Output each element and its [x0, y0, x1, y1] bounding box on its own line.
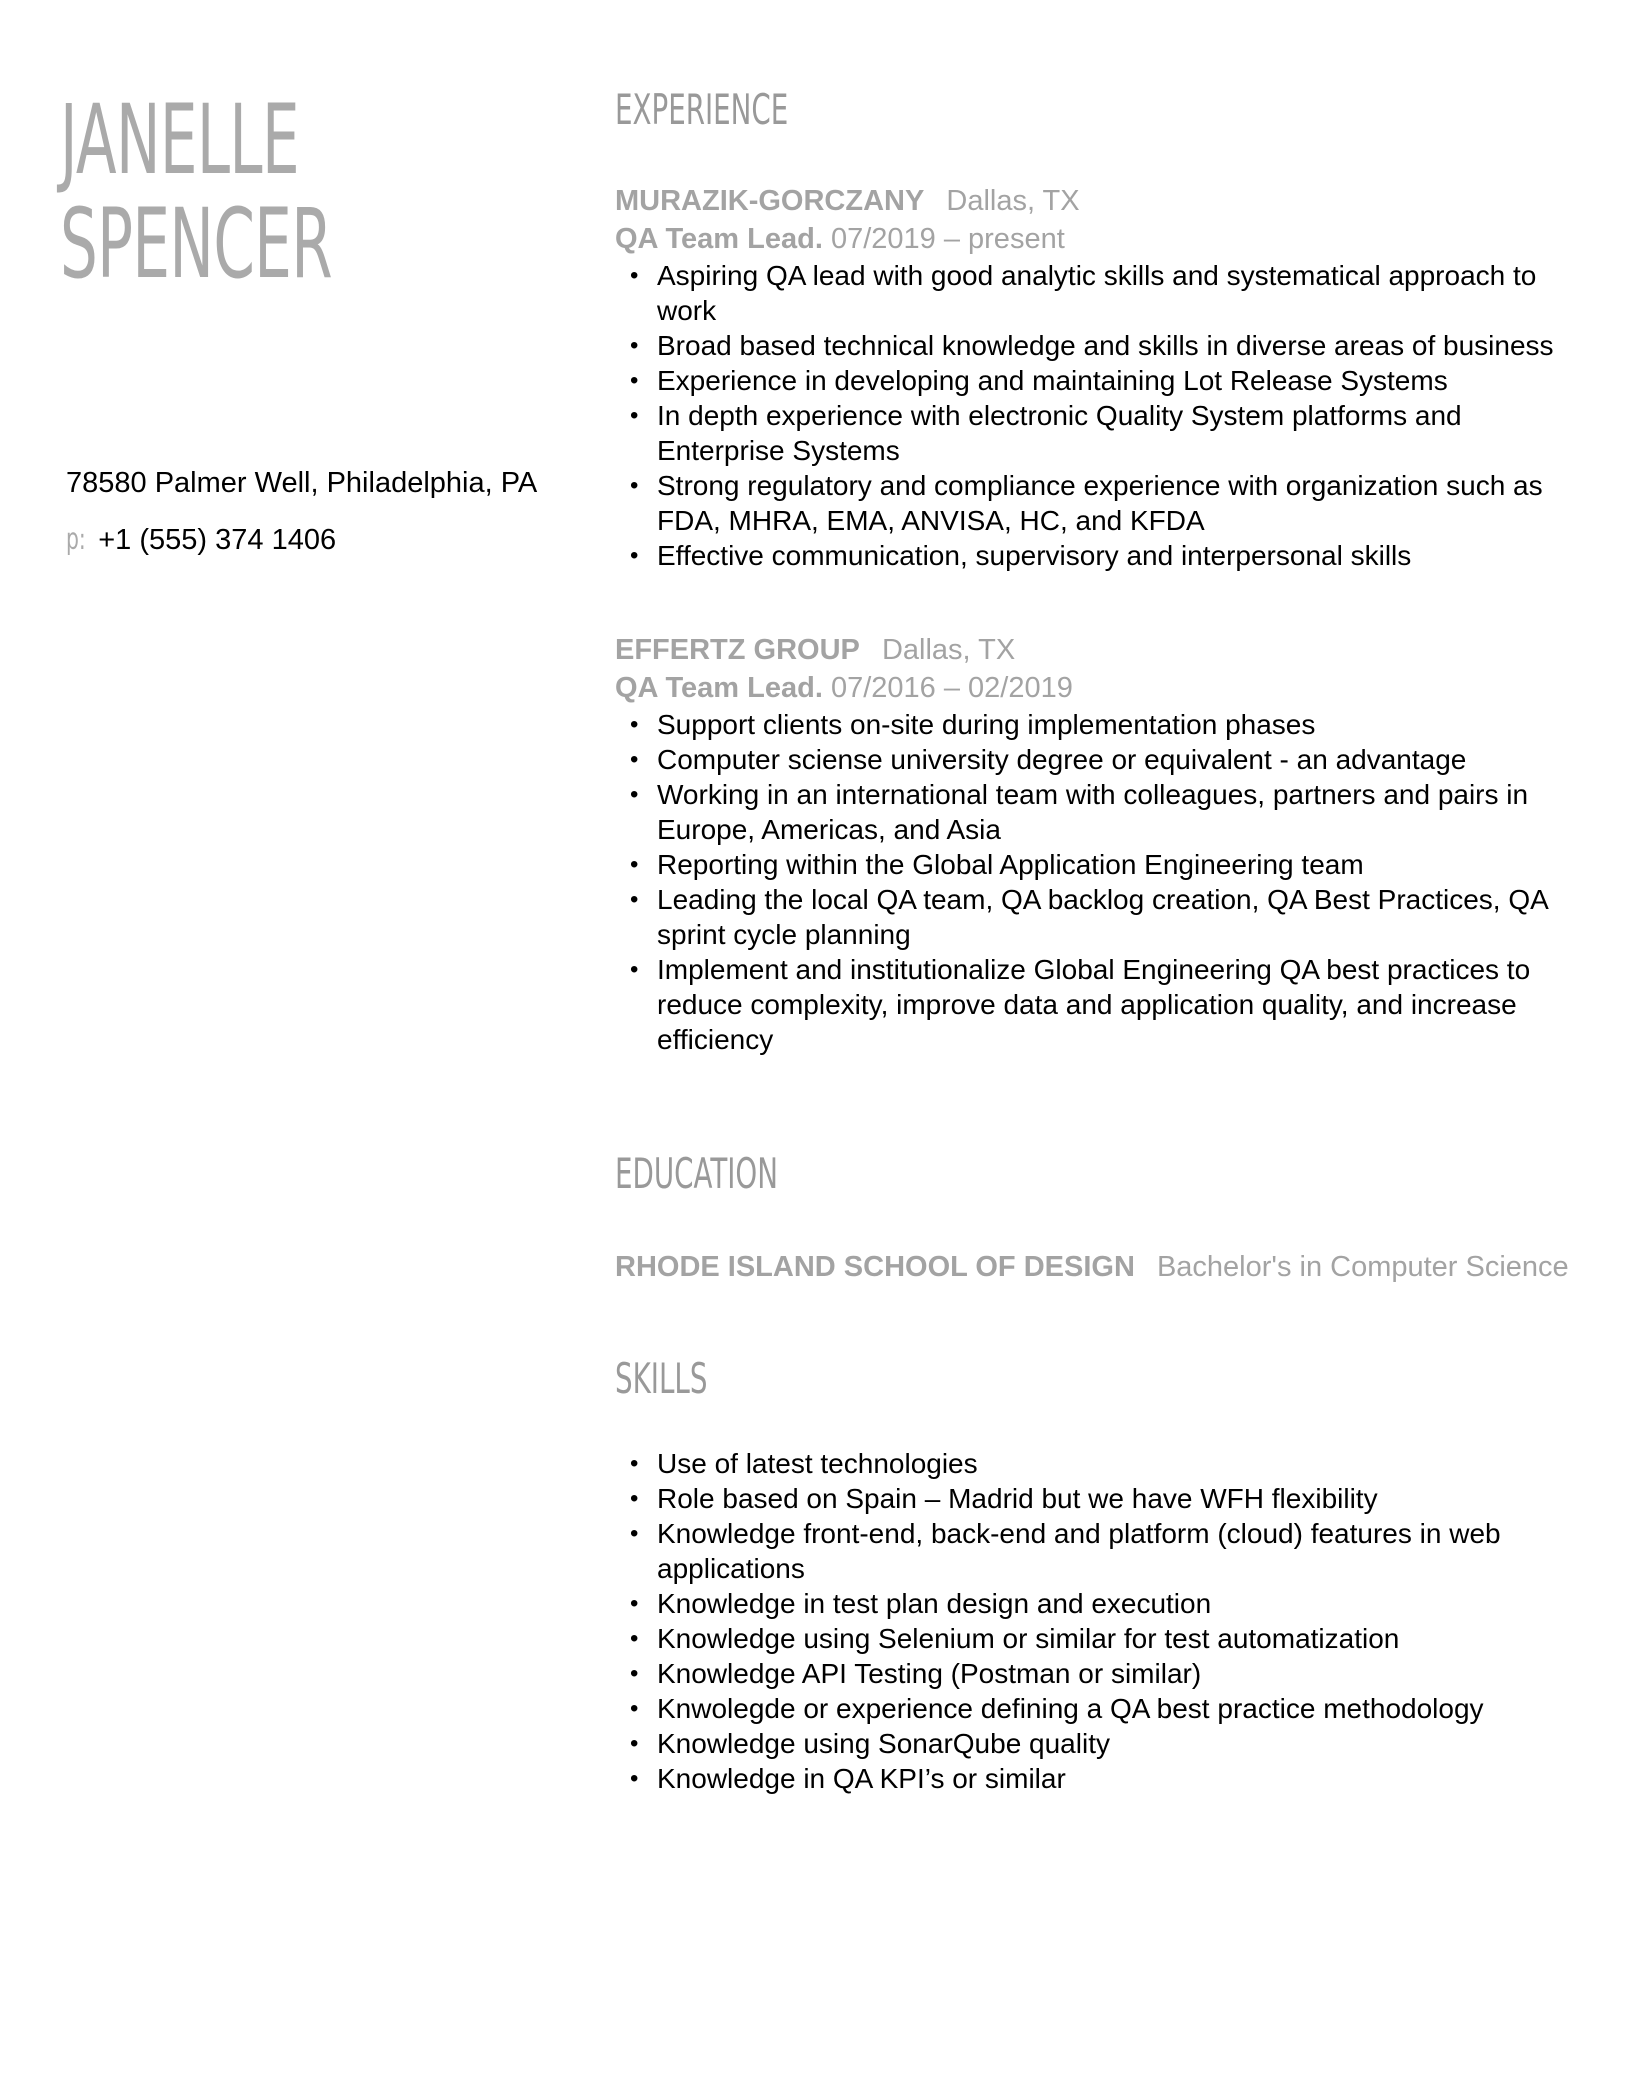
contact-info [66, 465, 537, 577]
job-header [615, 182, 1575, 220]
list-item: • Support clients on-site during implementation phases [657, 707, 1575, 742]
company-name: EFFERTZ GROUP [615, 634, 860, 666]
list-item: • Reporting within the Global Application Engineering team [657, 847, 1575, 882]
job-location: Dallas, TX [881, 634, 1016, 666]
list-item: • Aspiring QA lead with good analytic skills and systematical approach to work [657, 258, 1575, 328]
list-item: • Use of latest technologies [657, 1446, 1575, 1481]
job-entry [615, 631, 1575, 1057]
list-item: • Knwolegde or experience defining a QA best practice methodology [657, 1691, 1575, 1726]
education-entry [615, 1248, 1569, 1286]
school-name: RHODE ISLAND SCHOOL OF DESIGN [615, 1251, 1135, 1283]
list-item: • Knowledge in test plan design and execution [657, 1586, 1575, 1621]
list-item: • Working in an international team with colleagues, partners and pairs in Europe, Americas, and Asia [657, 777, 1575, 847]
company-name: MURAZIK-GORCZANY [615, 185, 925, 217]
list-item: • Implement and institutionalize Global Engineering QA best practices to reduce complexity, improve data and application quality, and increase efficiency [657, 952, 1575, 1057]
phone-line [66, 521, 537, 577]
list-item: • Knowledge using Selenium or similar for test automatization [657, 1621, 1575, 1656]
last-name: SPENCER [60, 188, 332, 300]
list-item: • Role based on Spain – Madrid but we have WFH flexibility [657, 1481, 1575, 1516]
first-name: JANELLE [60, 84, 299, 196]
list-item: • Knowledge API Testing (Postman or similar) [657, 1656, 1575, 1691]
education-heading: EDUCATION [615, 1149, 778, 1198]
job-dates: 07/2016 – 02/2019 [830, 672, 1073, 704]
phone-label: p: [66, 522, 86, 556]
list-item: • Experience in developing and maintaining Lot Release Systems [657, 363, 1575, 398]
job-location: Dallas, TX [946, 185, 1080, 217]
job-role-line [615, 669, 1575, 707]
experience-heading: EXPERIENCE [615, 85, 789, 134]
list-item: • In depth experience with electronic Quality System platforms and Enterprise Systems [657, 398, 1575, 468]
list-item: • Effective communication, supervisory and interpersonal skills [657, 538, 1575, 573]
list-item: • Knowledge in QA KPI’s or similar [657, 1761, 1575, 1796]
list-item: • Knowledge front-end, back-end and platform (cloud) features in web applications [657, 1516, 1575, 1586]
list-item: • Broad based technical knowledge and skills in diverse areas of business [657, 328, 1575, 363]
job-title: QA Team Lead. [615, 223, 823, 255]
job-header [615, 631, 1575, 669]
skills-list [615, 1446, 1575, 1796]
job-dates: 07/2019 – present [830, 223, 1065, 255]
skills-heading: SKILLS [615, 1354, 708, 1403]
list-item: • Knowledge using SonarQube quality [657, 1726, 1575, 1761]
candidate-name [60, 84, 332, 300]
phone-number: +1 (555) 374 1406 [98, 524, 337, 556]
degree: Bachelor's in Computer Science [1156, 1251, 1569, 1283]
job-bullets [615, 707, 1575, 1057]
address: 78580 Palmer Well, Philadelphia, PA [66, 467, 538, 499]
job-entry [615, 182, 1575, 573]
job-role-line [615, 220, 1575, 258]
job-title: QA Team Lead. [615, 672, 823, 704]
list-item: • Leading the local QA team, QA backlog creation, QA Best Practices, QA sprint cycle planning [657, 882, 1575, 952]
list-item: • Computer sciense university degree or equivalent - an advantage [657, 742, 1575, 777]
skills-list-wrapper [615, 1446, 1575, 1796]
job-bullets [615, 258, 1575, 573]
list-item: • Strong regulatory and compliance experience with organization such as FDA, MHRA, EMA, ANVISA, HC, and KFDA [657, 468, 1575, 538]
